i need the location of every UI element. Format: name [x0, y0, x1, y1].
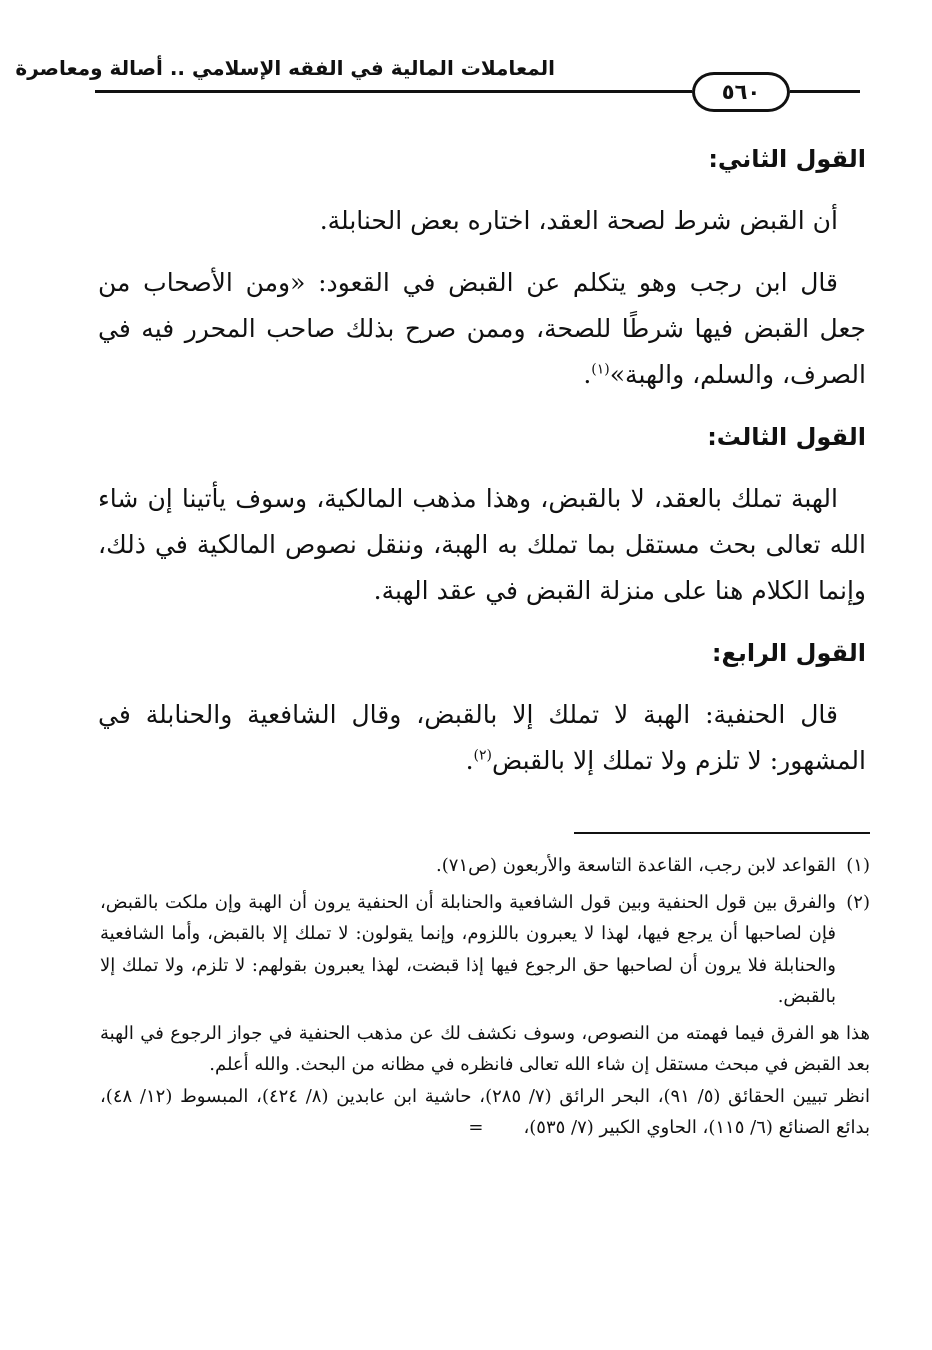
footnote-number: (١) — [846, 855, 870, 876]
footnote-body — [100, 887, 836, 1013]
paragraph — [98, 692, 866, 784]
footnote-text: القواعد لابن رجب، القاعدة التاسعة والأربعون (ص٧١). — [436, 855, 836, 876]
paragraph-text: الهبة تملك بالعقد، لا بالقبض، وهذا مذهب المالكية، وسوف يأتينا إن شاء الله تعالى بحث مستقل بما تملك به الهبة، وننقل نصوص المالكية في ذلك، وإنما الكلام هنا على منزلة القبض في عقد الهبة. — [98, 484, 866, 605]
footnote-references — [100, 1081, 870, 1144]
footnote-2 — [100, 887, 870, 1013]
paragraph-end: . — [465, 746, 474, 775]
page-number — [692, 72, 790, 112]
continuation-mark: = — [468, 1117, 484, 1138]
footnote-1 — [100, 850, 870, 882]
paragraph-text: أن القبض شرط لصحة العقد، اختاره بعض الحنابلة. — [319, 206, 838, 235]
footnote-text: والفرق بين قول الحنفية وبين قول الشافعية والحنابلة أن الحنفية يرون أن الهبة وإن ملكت بالقبض، فإن لصاحبها أن يرجع فيها، لهذا لا يعبرون باللزوم، وإنما يقولون: لا تملك إلا بالقبض، وأما الشافعية والحنابلة فلا يرون أن لصاحبها حق الرجوع فيها إذا قبضت، لهذا يعبرون بقولهم: لا تلزم، ولا تملك إلا بالقبض. — [100, 891, 836, 1007]
section-heading-fourth-opinion: القول الرابع: — [711, 639, 866, 667]
footnote-ref-1[interactable]: (١) — [591, 361, 610, 378]
paragraph-text: قال الحنفية: الهبة لا تملك إلا بالقبض، وقال الشافعية والحنابلة في المشهور: لا تلزم ولا تملك إلا بالقبض — [98, 700, 866, 775]
paragraph — [98, 476, 866, 614]
main-text — [98, 136, 866, 800]
footnote-separator — [574, 832, 870, 834]
footnote-ref-2[interactable]: (٢) — [473, 747, 492, 764]
section-heading-second-opinion: القول الثاني: — [708, 145, 866, 173]
section-heading-third-opinion: القول الثالث: — [707, 423, 866, 451]
footnote-continuation-paragraph: هذا هو الفرق فيما فهمته من النصوص، وسوف نكشف لك عن مذهب الحنفية في جواز الرجوع في الهبة بعد القبض في مبحث مستقل إن شاء الله تعالى فانظره في مظانه من البحث. والله أعلم. — [100, 1022, 870, 1075]
paragraph-end: . — [583, 360, 592, 389]
footnote-references-text: انظر تبيين الحقائق (٥/ ٩١)، البحر الرائق (٧/ ٢٨٥)، حاشية ابن عابدين (٨/ ٤٢٤)، المبسوط (١٢/ ٤٨)، بدائع الصنائع (٦/ ١١٥)، الحاوي الكبير (٧/ ٥٣٥)، — [100, 1085, 870, 1138]
paragraph-quote — [98, 260, 866, 398]
paragraph-text: قال ابن رجب وهو يتكلم عن القبض في القعود: «ومن الأصحاب من جعل القبض فيها شرطًا للصحة، وممن صرح بذلك صاحب المحرر فيه في الصرف، والسلم، والهبة» — [98, 268, 866, 389]
footnotes — [100, 850, 870, 1144]
footnote-number: (٢) — [846, 891, 870, 913]
page-number-text: ٥٦٠ — [721, 80, 761, 104]
header-rule — [95, 90, 692, 93]
paragraph — [98, 198, 866, 244]
header-rule-right — [790, 90, 860, 93]
running-header-title: المعاملات المالية في الفقه الإسلامي .. أصالة ومعاصرة — [15, 56, 555, 80]
